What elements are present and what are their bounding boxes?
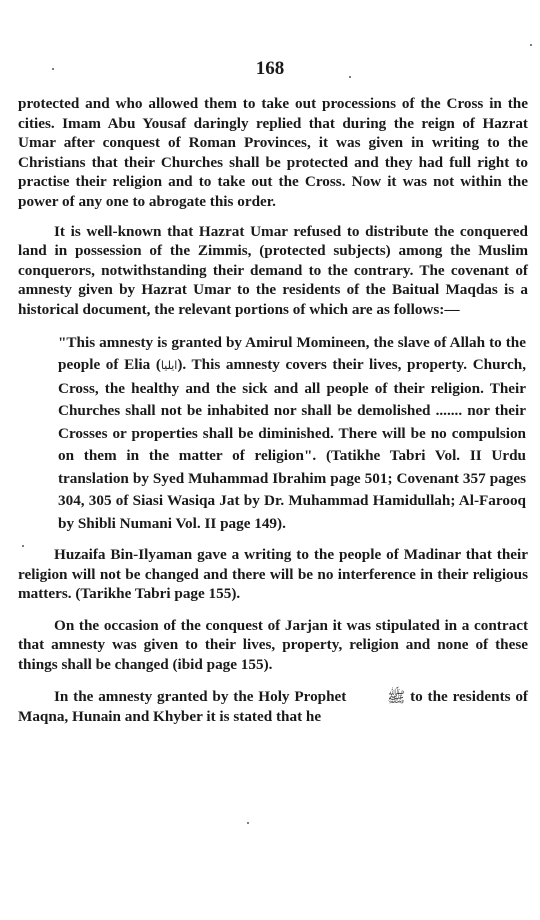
quote-text-start: "This amnesty is granted by Amirul Momineen, the slave of Allah to the people of Elia ( xyxy=(58,333,526,374)
paragraph-text-end: to the residents of Maqna, Hunain and Khyber it is stated that he xyxy=(18,687,528,726)
paragraph-gap xyxy=(18,320,528,332)
paragraph-huzaifa: Huzaifa Bin-Ilyaman gave a writing to the people of Madinar that their religion will not be changed and there will be no interference in their religious matters. (Tarikhe Tabri page 155). xyxy=(18,546,528,603)
paragraph-hazrat-umar-land: It is well-known that Hazrat Umar refused to distribute the conquered land in possession of the Zimmis, (protected subjects) among the Muslim conquerors, notwithstanding their demand to the contrary. The covenant of amnesty given by Hazrat Umar to the residents of the Baitual Maqdas is a historical document, the relevant portions of which are as follows:— xyxy=(18,222,528,318)
scan-speck xyxy=(52,68,54,70)
paragraph-protected-cross: protected and who allowed them to take out processions of the Cross in the cities. Imam Abu Yousaf daringly replied that during the reign of Hazrat Umar after conquest of Roman Provinces, it was given in writing to the Christians that their Churches shall be protected and they had full right to practise their religion and to take out the Cross. Now it was not within the power of any one to abrogate this order. xyxy=(18,95,528,210)
scan-speck xyxy=(349,76,351,78)
paragraph-text-start: In the amnesty granted by the Holy Prophet xyxy=(54,687,352,705)
body-text xyxy=(18,94,528,727)
paragraph-gap xyxy=(18,212,528,222)
scan-speck xyxy=(247,822,249,824)
scan-speck xyxy=(530,44,532,46)
paragraph-holy-prophet xyxy=(18,687,528,727)
paragraph-gap xyxy=(18,675,528,687)
amnesty-quote xyxy=(58,332,526,536)
arabic-elia: ایلیا xyxy=(160,359,178,373)
paragraph-jarjan: On the occasion of the conquest of Jarjan it was stipulated in a contract that amnesty was given to their lives, property, religion and none of these things shall be changed (ibid page 155). xyxy=(18,616,528,673)
page-number: 168 xyxy=(255,58,285,79)
paragraph-gap xyxy=(18,535,528,545)
quote-text-end: ). This amnesty covers their lives, property. Church, Cross, the healthy and the sick and all people of their religion. Their Churches shall not be inhabited nor shall be demolished ....... nor their Crosses or properties shall be diminished. There will be no compulsion on them in the matter of religion". (Tatikhe Tabri Vol. II Urdu translation by Syed Muhammad Ibrahim page 501; Covenant 357 pages 304, 305 of Siasi Wasiqa Jat by Dr. Muhammad Hamidullah; Al-Farooq by Shibli Numani Vol. II page 149). xyxy=(58,356,527,532)
pbuh-honorific-icon: ﷺ xyxy=(387,687,406,706)
paragraph-gap xyxy=(18,604,528,616)
scan-speck xyxy=(22,545,24,547)
